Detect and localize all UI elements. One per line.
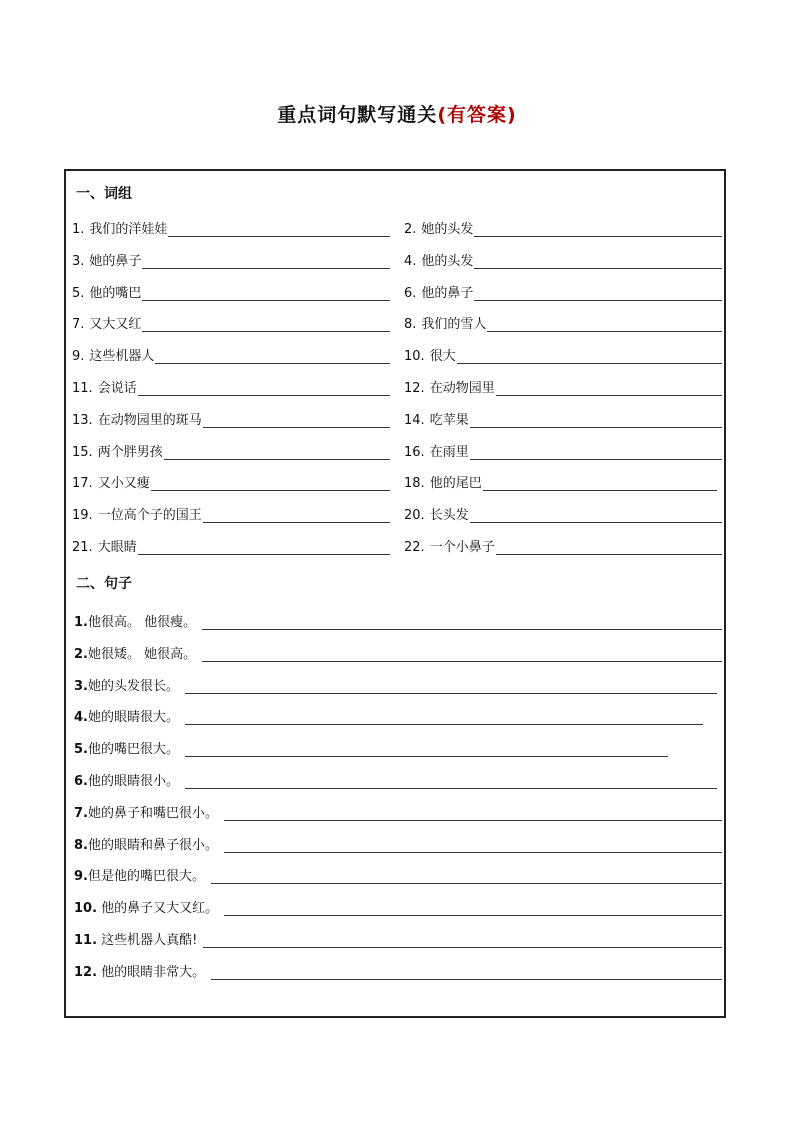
answer-line[interactable] (151, 476, 390, 491)
sentence-text: 她的头发很长。 (87, 678, 179, 694)
sentence-item (74, 799, 722, 821)
answer-line[interactable] (487, 317, 722, 332)
sentence-item (74, 926, 722, 948)
sentence-number: 5. (74, 742, 88, 758)
phrase-text: 又小又瘦 (97, 476, 150, 492)
phrase-number: 20. (404, 508, 425, 524)
phrase-item (72, 501, 390, 523)
phrase-text: 我们的雪人 (421, 317, 487, 333)
answer-line[interactable] (483, 476, 717, 491)
phrase-item (72, 247, 390, 269)
sentence-text: 他的鼻子又大又红。 (97, 901, 219, 917)
phrase-text: 会说话 (97, 381, 137, 396)
sentence-item (74, 862, 722, 884)
answer-line[interactable] (185, 774, 717, 789)
answer-line[interactable] (224, 838, 722, 853)
phrase-number: 15. (72, 444, 93, 460)
phrase-text: 这些机器人 (89, 349, 155, 365)
page-title (0, 100, 794, 127)
sentence-item (74, 672, 717, 694)
answer-line[interactable] (474, 286, 722, 301)
sentence-text: 他的眼睛非常大。 (97, 964, 206, 980)
answer-line[interactable] (138, 381, 390, 396)
sentence-item (74, 767, 717, 789)
phrase-text: 她的鼻子 (89, 253, 142, 269)
phrase-text: 他的鼻子 (421, 285, 474, 301)
answer-line[interactable] (185, 679, 717, 694)
phrase-item (404, 374, 722, 396)
phrase-text: 在动物园里 (429, 381, 495, 396)
phrase-number: 18. (404, 476, 425, 492)
answer-line[interactable] (138, 540, 390, 555)
phrase-number: 14. (404, 412, 425, 428)
phrase-text: 在雨里 (429, 444, 469, 460)
phrase-text: 他的尾巴 (429, 476, 482, 492)
section-heading-sentences: 二、句子 (76, 576, 132, 592)
sentence-number: 1. (74, 615, 88, 630)
phrase-item (404, 342, 722, 364)
answer-line[interactable] (142, 286, 390, 301)
phrase-number: 21. (72, 540, 93, 555)
sentence-number: 12. (74, 964, 98, 980)
phrase-text: 一个小鼻子 (429, 540, 495, 555)
phrase-text: 她的头发 (421, 222, 474, 237)
sentence-number: 2. (74, 646, 88, 662)
phrase-item (72, 438, 390, 460)
answer-line[interactable] (142, 317, 390, 332)
phrase-number: 4. (404, 253, 417, 269)
phrase-item (404, 215, 722, 237)
phrase-item (72, 469, 390, 491)
sentence-text: 她的鼻子和嘴巴很小。 (87, 805, 218, 821)
phrase-number: 5. (72, 285, 85, 301)
phrase-text: 长头发 (429, 508, 469, 524)
phrase-item (404, 501, 722, 523)
answer-line[interactable] (474, 254, 722, 269)
answer-line[interactable] (164, 445, 390, 460)
answer-line[interactable] (202, 615, 722, 630)
phrase-text: 很大 (429, 349, 456, 365)
sentence-number: 11. (74, 933, 98, 948)
phrase-number: 11. (72, 381, 93, 396)
sentence-item (74, 894, 722, 916)
phrase-item (72, 279, 390, 301)
phrase-text: 又大又红 (89, 317, 142, 333)
answer-line[interactable] (211, 869, 722, 884)
phrase-number: 17. (72, 476, 93, 492)
sentence-number: 7. (74, 805, 88, 821)
sentence-number: 9. (74, 869, 88, 885)
phrase-number: 3. (72, 253, 85, 269)
sentence-text: 她的眼睛很大。 (87, 710, 179, 726)
answer-line[interactable] (168, 222, 390, 237)
phrase-item (404, 310, 722, 332)
sentence-number: 8. (74, 837, 88, 853)
phrase-item (404, 247, 722, 269)
sentence-item (74, 831, 722, 853)
phrase-text: 我们的洋娃娃 (89, 222, 168, 237)
worksheet-frame (64, 169, 726, 1018)
phrase-item (72, 533, 390, 555)
sentence-text: 他的眼睛很小。 (87, 774, 179, 789)
sentence-text: 他的嘴巴很大。 (87, 742, 179, 758)
phrase-number: 9. (72, 349, 85, 365)
phrase-number: 22. (404, 540, 425, 555)
phrase-item (404, 469, 717, 491)
sentence-item (74, 735, 668, 757)
phrase-item (72, 374, 390, 396)
sentence-text: 但是他的嘴巴很大。 (87, 869, 205, 885)
phrase-item (404, 438, 722, 460)
phrase-text: 一位高个子的国王 (97, 508, 202, 524)
phrase-item (404, 279, 722, 301)
answer-line[interactable] (155, 349, 390, 364)
phrase-number: 12. (404, 381, 425, 396)
sentence-item (74, 608, 722, 630)
sentence-item (74, 703, 703, 725)
sentence-text: 她很矮。 她很高。 (87, 646, 197, 662)
phrase-number: 19. (72, 508, 93, 524)
title-answer-note: (有答案) (437, 104, 517, 126)
phrase-text: 两个胖男孩 (97, 444, 163, 460)
answer-line[interactable] (203, 933, 722, 948)
phrase-item (404, 406, 722, 428)
sentence-item (74, 958, 722, 980)
phrase-item (72, 406, 390, 428)
answer-line[interactable] (185, 710, 703, 725)
answer-line[interactable] (470, 508, 722, 523)
phrase-text: 大眼睛 (97, 540, 137, 555)
sentence-text: 这些机器人真酷! (97, 933, 198, 948)
answer-line[interactable] (203, 508, 390, 523)
answer-line[interactable] (224, 806, 722, 821)
answer-line[interactable] (470, 413, 722, 428)
answer-line[interactable] (457, 349, 722, 364)
sentence-number: 6. (74, 774, 88, 789)
phrase-number: 16. (404, 444, 425, 460)
answer-line[interactable] (203, 413, 390, 428)
answer-line[interactable] (211, 965, 722, 980)
answer-line[interactable] (470, 445, 722, 460)
phrase-item (72, 310, 390, 332)
phrase-item (72, 342, 390, 364)
answer-line[interactable] (496, 540, 722, 555)
phrase-text: 他的嘴巴 (89, 285, 142, 301)
answer-line[interactable] (224, 901, 722, 916)
phrase-number: 7. (72, 317, 85, 333)
sentence-number: 3. (74, 678, 88, 694)
answer-line[interactable] (185, 742, 668, 757)
phrase-text: 他的头发 (421, 253, 474, 269)
phrase-item (72, 215, 390, 237)
sentence-number: 4. (74, 710, 88, 726)
phrase-number: 8. (404, 317, 417, 333)
answer-line[interactable] (496, 381, 722, 396)
phrase-number: 2. (404, 222, 417, 237)
answer-line[interactable] (202, 647, 722, 662)
answer-line[interactable] (142, 254, 390, 269)
phrase-number: 1. (72, 222, 85, 237)
phrase-number: 6. (404, 285, 417, 301)
sentence-text: 他很高。 他很瘦。 (87, 615, 197, 630)
phrase-number: 13. (72, 412, 93, 428)
answer-line[interactable] (474, 222, 722, 237)
phrase-text: 吃苹果 (429, 412, 469, 428)
phrase-number: 10. (404, 349, 425, 365)
sentence-item (74, 640, 722, 662)
section-heading-phrases: 一、词组 (76, 186, 132, 202)
sentence-text: 他的眼睛和鼻子很小。 (87, 837, 218, 853)
sentence-number: 10. (74, 901, 98, 917)
title-main: 重点词句默写通关 (277, 104, 438, 126)
phrase-item (404, 533, 722, 555)
phrase-text: 在动物园里的斑马 (97, 412, 202, 428)
